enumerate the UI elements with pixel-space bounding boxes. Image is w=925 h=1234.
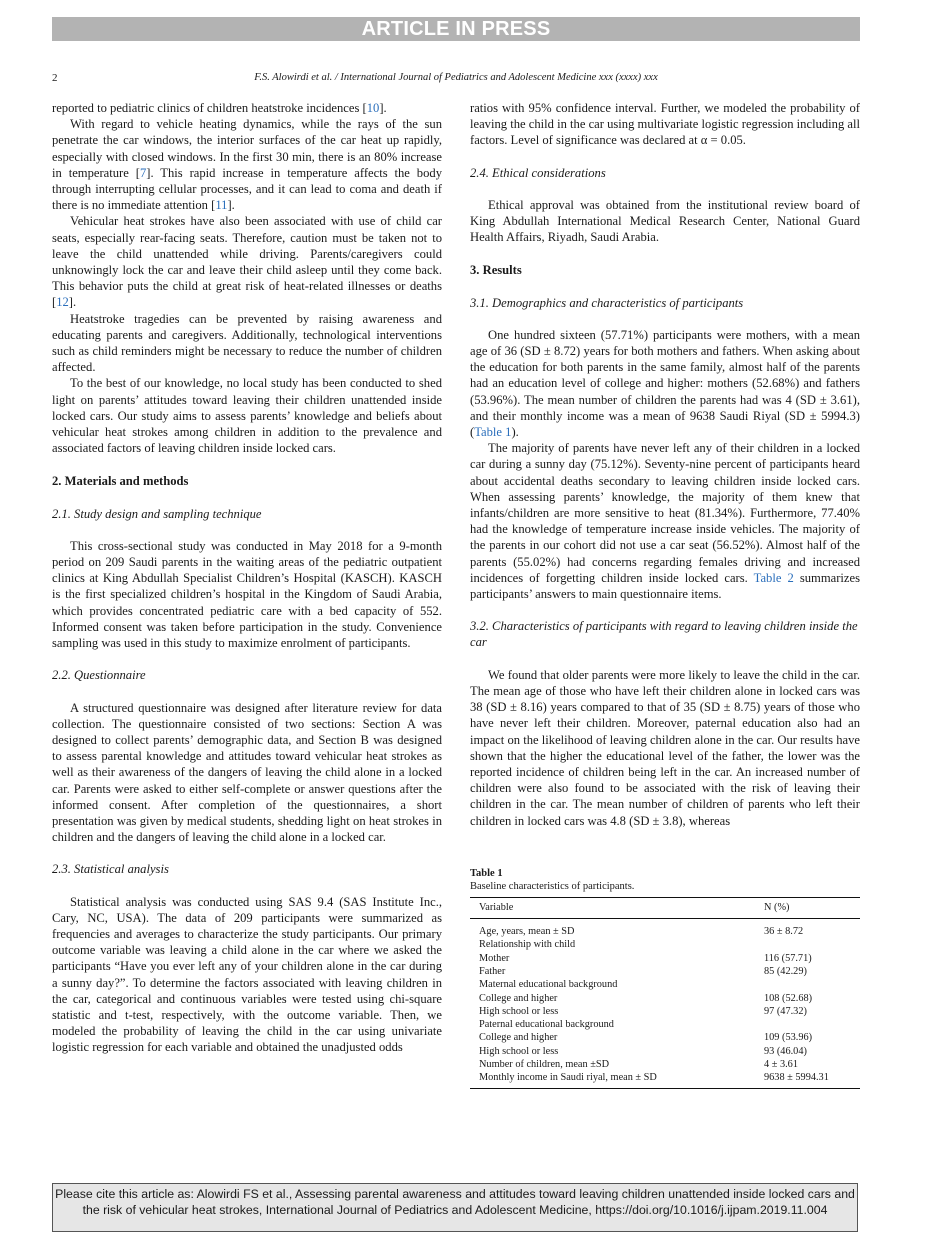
spacer (52, 845, 442, 861)
section-heading: 2. Materials and methods (52, 474, 189, 489)
text-segment: The majority of parents have never left any of their children in a locked car during a sunny day (75.12%). Seventy-nine percent of participants heard about accidental deaths secondary to leaving children inside locked cars. When assessing parents’ knowledge, the majority of them knew that infants/children are more sensitive to heat (81.34%). Furthermore, 77.40% had the knowledge of temperature increase inside vehicles. The majority of the parents in our cohort did not use a car seat (56.52%). Almost half of the parents (55.02%) had concerns regarding females driving and increased incidences of forgetting children inside locked cars. (470, 441, 860, 585)
cell-variable: Maternal educational background (479, 979, 618, 991)
cell-value: 9638 ± 5994.31 (764, 1072, 829, 1084)
table-row (470, 1045, 860, 1058)
paragraph (52, 311, 442, 376)
text-segment: We found that older parents were more likely to leave the child in the car. The mean age of those who have left their children alone in locked cars was 38 (SD ± 8.16) years compared to that of 35 (SD ± 8.75) years of those who have never left their children. Moreover, paternal education also had an impact on the likelihood of leaving children alone in the car. Our results have shown that the higher the educational level of the father, the lower was the reported incidence of children being left in the car. An increased number of children were also found to be associated with the risk of leaving their children in the car. The mean number of children of parents who left their children in locked cars was 4.8 (SD ± 3.8), whereas (470, 667, 860, 828)
cell-variable: College and higher (479, 992, 558, 1004)
table-row (470, 978, 860, 991)
cell-variable: Paternal educational background (479, 1019, 614, 1031)
text-segment: A structured questionnaire was designed after literature review for data collection. The questionnaire consisted of two sections: Section A was designed to collect parents’ demographic data, and Section B was designed to assess parental knowledge and attitudes toward vehicular heat strokes as well as their awareness of the dangers of leaving the child alone in a locked car. Parents were asked to either self-complete or answer questions after the informed consent. After completion of the questionnaires, a short presentation was given by medical students, shedding light on heat strokes in children and the dangers of leaving the child alone in a locked car. (52, 700, 442, 845)
paragraph (52, 213, 442, 310)
table-label: Table 1 (470, 867, 503, 879)
paragraph (52, 700, 442, 846)
paragraph (470, 197, 860, 246)
paragraph (470, 667, 860, 829)
paragraph (52, 375, 442, 456)
text-segment: Heatstroke tragedies can be prevented by raising awareness and educating parents and caregivers. Additionally, technological interventions such as child reminders might be necessary to reduce the number of children affected. (52, 311, 442, 375)
cell-value: 4 ± 3.61 (764, 1058, 798, 1070)
text-segment: ]. (68, 295, 77, 310)
cell-variable: High school or less (479, 1005, 559, 1017)
table-row (470, 952, 860, 965)
table-row (470, 965, 860, 978)
header-n-percent: N (%) (755, 897, 860, 918)
reference-link[interactable]: 10 (366, 101, 380, 115)
text-segment: With regard to vehicle heating dynamics, while the rays of the sun penetrate the car windows, the interior surfaces of the car heat up rapidly, especially with closed windows. In the first 30 min, there is an 80% increase in temperature [ (52, 117, 442, 180)
text-segment: ]. (379, 101, 387, 115)
subsection-heading: 2.2. Questionnaire (52, 668, 146, 683)
reference-link[interactable]: Table 2 (753, 570, 794, 585)
reference-link[interactable]: 11 (215, 198, 228, 213)
cell-value: 109 (53.96) (764, 1032, 813, 1044)
spacer (52, 651, 442, 667)
reference-link[interactable]: 7 (139, 165, 147, 180)
citation-footer: Please cite this article as: Alowirdi FS et al., Assessing parental awareness and attitudes toward leaving children unattended inside locked cars and the risk of vehicular heat strokes, International Journal of Pediatrics and Adolescent Medicine, https://doi.org/10.1016/j.ijpam.2019.11.004 (52, 1183, 858, 1232)
table-row (470, 1031, 860, 1044)
paragraph (52, 116, 442, 213)
table-row (470, 992, 860, 1005)
cell-value: 85 (42.29) (764, 965, 807, 977)
spacer (470, 602, 860, 618)
reference-link[interactable]: Table 1 (474, 425, 512, 440)
subsection-heading: 2.3. Statistical analysis (52, 862, 169, 877)
cell-value: 93 (46.04) (764, 1045, 807, 1057)
section-heading: 3. Results (470, 263, 522, 278)
table-1 (470, 867, 860, 1089)
paragraph (470, 440, 860, 602)
text-segment: Vehicular heat strokes have also been associated with use of child car seats, especially rear-facing seats. Therefore, caution must be taken not to leave the child unattended while driving. Parents/caregivers could unknowingly lock the car and leave their child asleep until they come back. This behavior puts the child at great risk of heat-related illnesses or deaths [ (52, 214, 442, 310)
cell-variable: Father (479, 965, 506, 977)
table-row (470, 1005, 860, 1018)
text-segment: summarizes participants’ answers to main questionnaire items. (470, 570, 860, 602)
cell-value: 108 (52.68) (764, 992, 813, 1004)
cell-value: 36 ± 8.72 (764, 926, 804, 938)
cell-variable: Mother (479, 952, 510, 964)
right-column (470, 100, 860, 1089)
cell-variable: Number of children, mean ±SD (479, 1058, 610, 1070)
subsection-heading: 3.2. Characteristics of participants with regard to leaving children inside the car (470, 619, 858, 650)
text-segment: To the best of our knowledge, no local study has been conducted to shed light on parents’ attitudes toward leaving their children unattended inside locked cars. Our study aims to assess parents’ knowledge and beliefs about vehicular heat strokes among children in addition to the prevalence and associated factors of leaving children inside locked cars. (52, 376, 442, 456)
paragraph (52, 100, 442, 116)
table-row (470, 1018, 860, 1031)
text-segment: reported to pediatric clinics of children heatstroke incidences [ (52, 101, 367, 115)
cell-variable: Monthly income in Saudi riyal, mean ± SD (479, 1072, 657, 1084)
running-head: F.S. Alowirdi et al. / International Journal of Pediatrics and Adolescent Medicine xxx (xxxx) xxx (254, 72, 658, 83)
cell-value: 116 (57.71) (764, 952, 812, 964)
text-segment: ). (511, 425, 519, 440)
baseline-table (470, 897, 860, 1089)
cell-value (755, 1018, 860, 1031)
subsection-heading: 2.4. Ethical considerations (470, 165, 606, 180)
cell-variable: Age, years, mean ± SD (479, 926, 575, 938)
paragraph (52, 538, 442, 651)
text-segment: ratios with 95% confidence interval. Further, we modeled the probability of leaving the child in the car using multivariate logistic regression including all factors. Level of significance was declared at α = 0.05. (470, 101, 860, 148)
cell-value (755, 938, 860, 951)
table-row (470, 1071, 860, 1088)
paragraph (470, 327, 860, 440)
article-in-press-banner: ARTICLE IN PRESS (52, 17, 860, 41)
text-segment: ]. (227, 198, 235, 213)
paragraph (52, 894, 442, 1056)
paragraph (470, 100, 860, 149)
reference-link[interactable]: 12 (56, 295, 69, 310)
table-row (470, 1058, 860, 1071)
text-segment: Statistical analysis was conducted using SAS 9.4 (SAS Institute Inc., Cary, NC, USA). The data of 209 participants were summarized as frequencies and averages to characterize the study participants. Our primary outcome variable was leaving a child alone in the car where we asked the participants “Have you ever left any of your children alone in the car during a sunny day?”. To determine the factors associated with leaving children in the car, categorical and continuous variables were tested using chi-square statistic and t-test, respectively, with the outcome variable. Then, we modeled the probability of leaving the child in the car using univariate logistic regression for each variable and obtained the unadjusted odds (52, 894, 442, 1055)
header-variable: Variable (470, 897, 755, 918)
cell-variable: College and higher (479, 1032, 558, 1044)
text-segment: One hundred sixteen (57.71%) participants were mothers, with a mean age of 36 (SD ± 8.72) years for both mothers and fathers. When asking about the education for both parents in the same family, almost half of the parents had an education level of college and higher: mothers (52.68%) and fathers (53.96%). The mean number of children the parents had was 4 (SD ± 3.61), and their monthly income was a mean of 9638 Saudi Riyal (SD ± 5994.3) ( (470, 327, 860, 440)
spacer (470, 149, 860, 165)
table-row (470, 938, 860, 951)
subsection-heading: 2.1. Study design and sampling technique (52, 506, 262, 521)
cell-variable: High school or less (479, 1045, 559, 1057)
cell-value: 97 (47.32) (764, 1005, 807, 1017)
cell-variable: Relationship with child (479, 939, 576, 951)
left-column (52, 100, 442, 1056)
text-segment: Ethical approval was obtained from the institutional review board of King Abdullah International Medical Research Center, National Guard Health Affairs, Riyadh, Saudi Arabia. (470, 197, 860, 245)
text-segment: ]. This rapid increase in temperature affects the body through interrupting cellular processes, and it can lead to coma and death if there is no immediate attention [ (52, 165, 442, 213)
table-row (470, 919, 860, 939)
subsection-heading: 3.1. Demographics and characteristics of participants (470, 295, 744, 310)
table-header-row (470, 897, 860, 918)
page-number: 2 (52, 72, 58, 84)
table-caption: Baseline characteristics of participants. (470, 880, 635, 892)
cell-value (755, 978, 860, 991)
text-segment: This cross-sectional study was conducted in May 2018 for a 9-month period on 209 Saudi parents in the waiting areas of the pediatric outpatient clinics at King Abdullah Specialist Children’s Hospital (KASCH). KASCH is the first specialized children’s hospital in the Kingdom of Saudi Arabia, which provides concentrated pediatric care with a bed capacity of 552. Informed consent was taken before participation in the study. Convenience sampling was used in this study to maximize enrolment of participants. (52, 538, 442, 651)
